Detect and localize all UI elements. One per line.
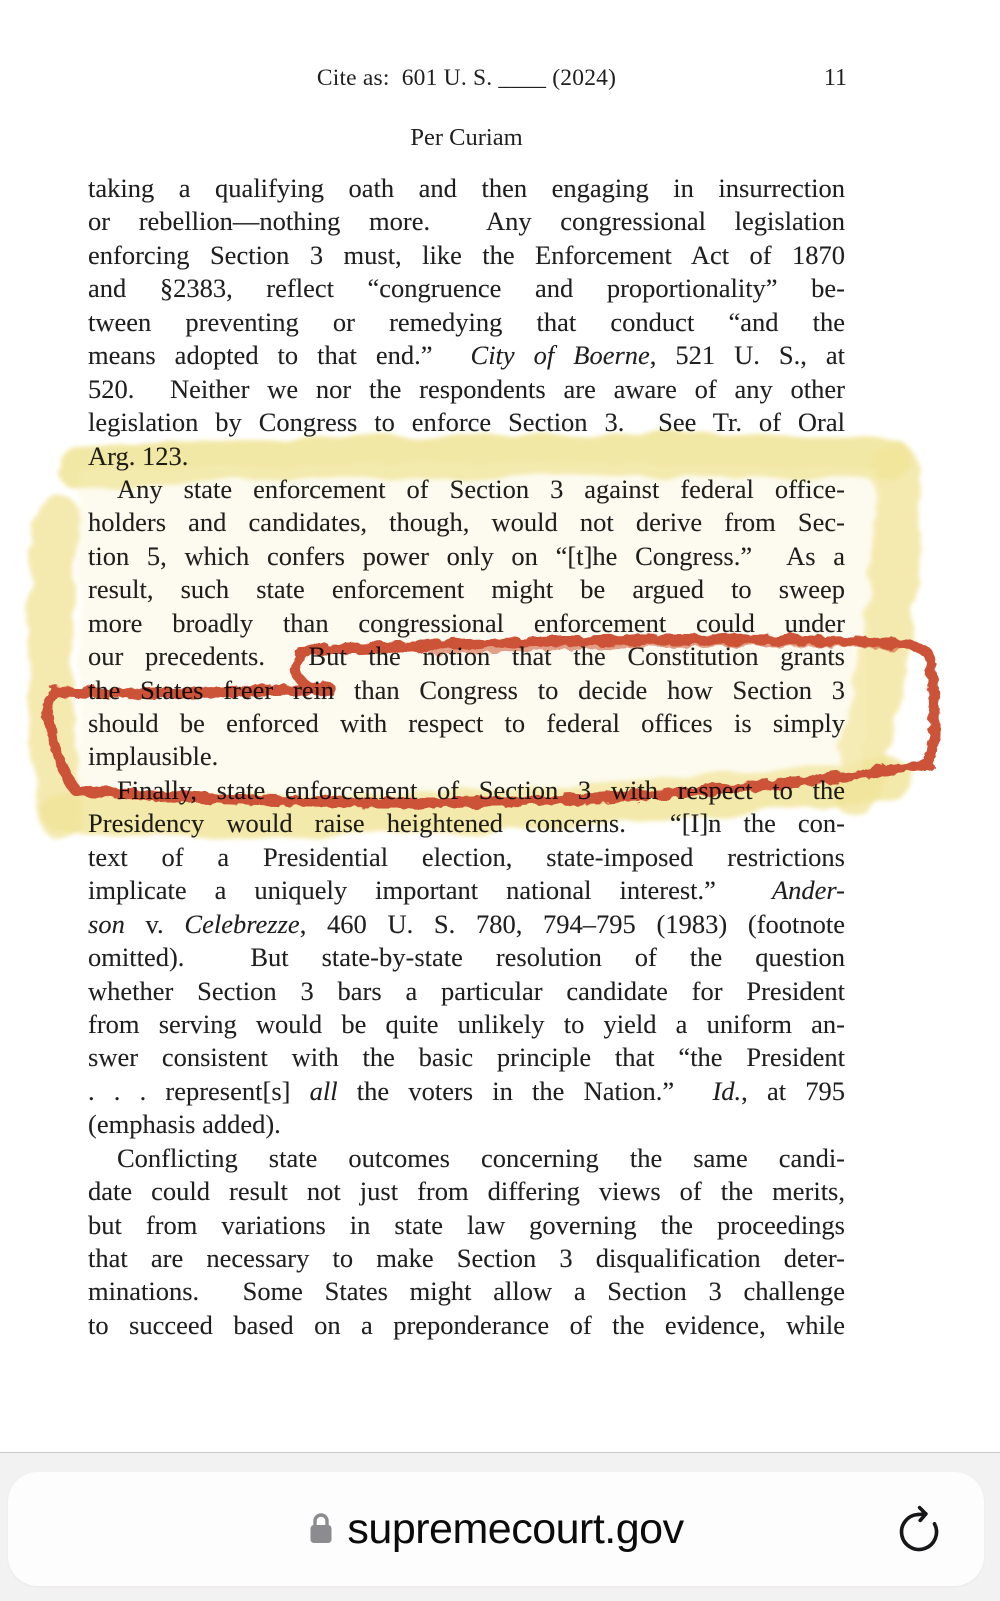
document-line: whether Section 3 bars a particular candidate for President [88,975,845,1006]
document-line: the States freer rein than Congress to decide how Section 3 [88,674,845,705]
document-line: more broadly than congressional enforcement could under [88,607,845,638]
document-line: from serving would be quite unlikely to yield a uniform an- [88,1008,845,1039]
document-line: Arg. 123. [88,440,189,471]
document-line: but from variations in state law governing the proceedings [88,1209,845,1240]
document-line: son v. Celebrezze, 460 U. S. 780, 794–795 (1983) (footnote [88,908,845,939]
opinion-heading: Per Curiam [410,124,523,151]
lock-icon [308,1512,334,1546]
document-line: or rebellion—nothing more. Any congressional legislation [88,206,845,237]
document-line: and §2383, reflect “congruence and proportionality” be- [88,273,845,304]
document-line: enforcing Section 3 must, like the Enforcement Act of 1870 [88,239,845,270]
page-number: 11 [823,65,847,91]
document-line: tion 5, which confers power only on “[t]he Congress.” As a [88,540,845,571]
document-line: holders and candidates, though, would not derive from Sec- [88,507,845,538]
citation-header: Cite as: 601 U. S. ____ (2024) [316,65,617,91]
document-line: implausible. [88,741,219,772]
document-line: (emphasis added). [88,1109,281,1140]
document-line: minations. Some States might allow a Section 3 challenge [88,1276,845,1307]
document-line: should be enforced with respect to federal offices is simply [88,708,845,738]
url-bar[interactable] [8,1472,984,1586]
document-line: our precedents. But the notion that the Constitution grants [88,641,845,672]
document-line: legislation by Congress to enforce Section 3. See Tr. of Oral [88,407,845,438]
document-line: Any state enforcement of Section 3 against federal office- [117,473,845,504]
page-header [88,64,845,92]
document-line: text of a Presidential election, state-imposed restrictions [88,841,845,872]
document-line: that are necessary to make Section 3 disqualification deter- [88,1243,845,1273]
document-line: taking a qualifying oath and then engaging in insurrection [88,173,845,203]
document-line: swer consistent with the basic principle that “the President [88,1042,845,1073]
document-line: result, such state enforcement might be argued to sweep [88,574,845,605]
document-line: means adopted to that end.” City of Boerne, 521 U. S., at [88,340,845,371]
document-line: date could result not just from differing views of the merits, [88,1176,845,1207]
safari-bottom-bar [0,1452,1000,1601]
document-line: Conflicting state outcomes concerning the same candi- [117,1142,845,1173]
document-line: 520. Neither we nor the respondents are aware of any other [88,373,845,404]
document-line: Finally, state enforcement of Section 3 with respect to the [117,774,845,805]
document-line: omitted). But state-by-state resolution of the question [88,942,845,973]
document-line: Presidency would raise heightened concerns. “[I]n the con- [88,808,845,839]
document-line: to succeed based on a preponderance of the evidence, while [88,1309,845,1340]
document-line: . . . represent[s] all the voters in the Nation.” Id., at 795 [88,1075,845,1106]
document-line: implicate a uniquely important national interest.” Ander- [88,875,845,906]
reload-icon [890,1500,948,1558]
reload-button[interactable] [890,1500,948,1558]
document-body [88,172,845,1342]
document-line: tween preventing or remedying that conduct “and the [88,306,845,337]
url-text: supremecourt.gov [347,1504,684,1553]
